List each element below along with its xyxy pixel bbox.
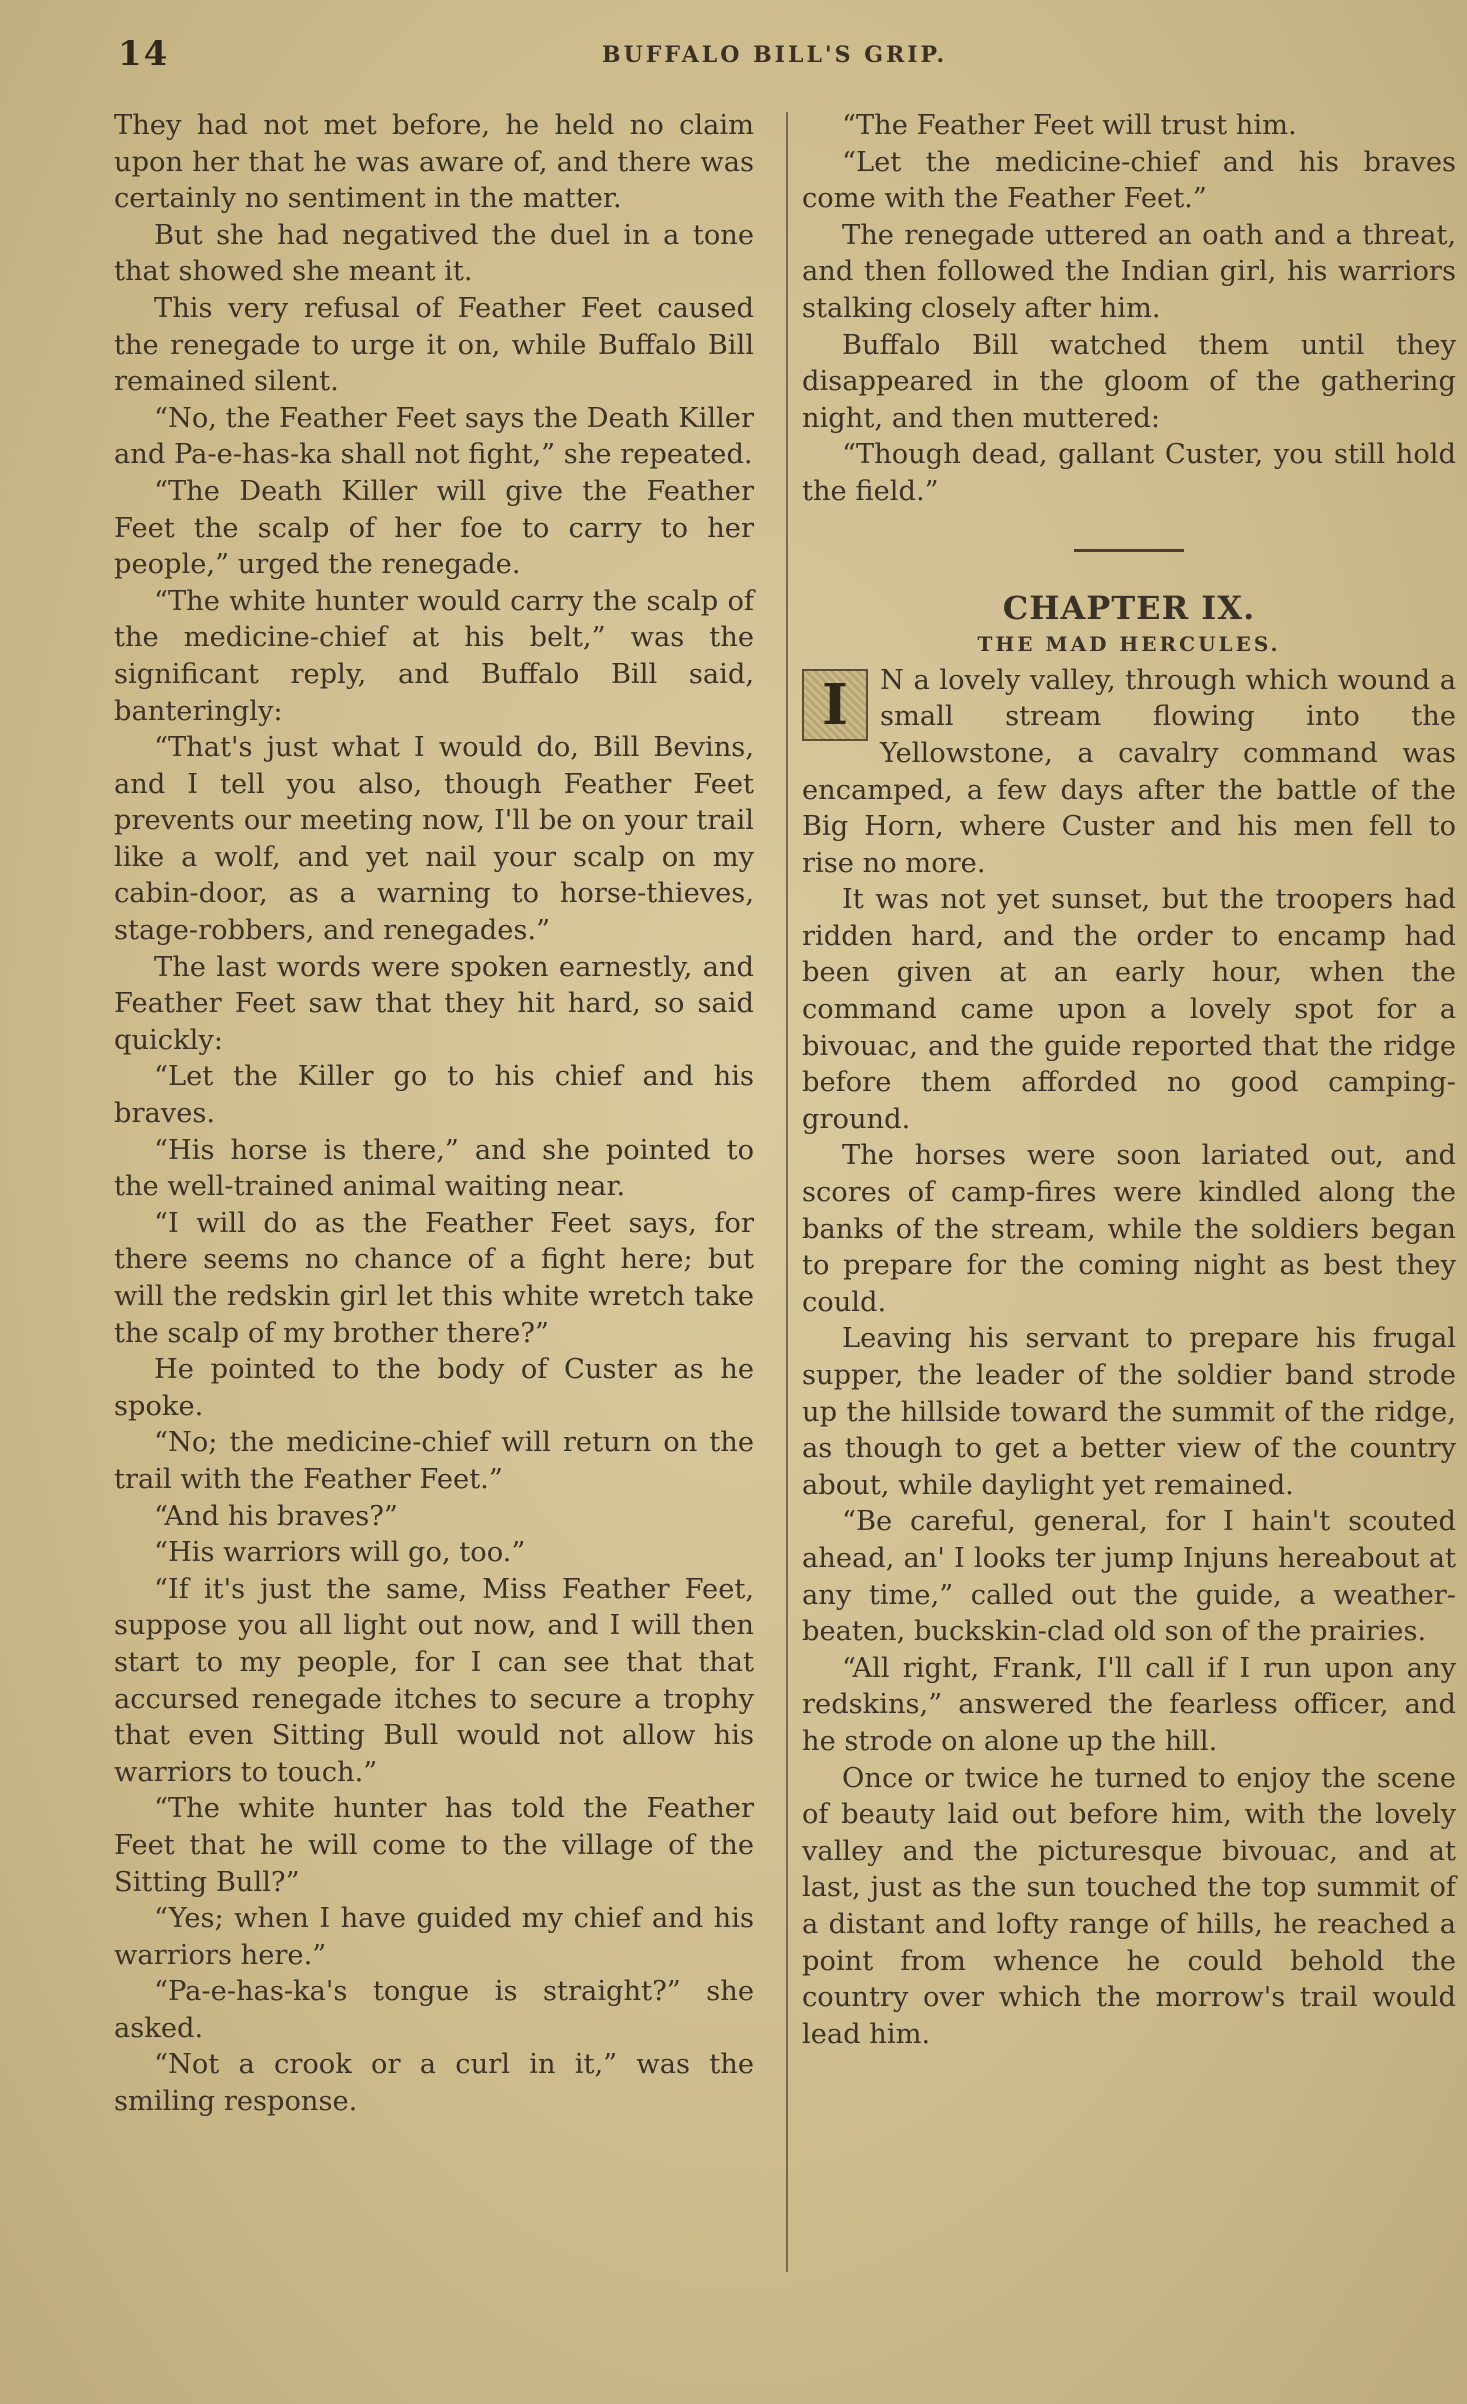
paragraph: But she had negatived the duel in a tone that showed she meant it. bbox=[114, 219, 754, 288]
paragraph: “The white hunter has told the Feather Feet that he will come to the village of the Sitting Bull?” bbox=[114, 1793, 754, 1898]
drop-cap-letter: I bbox=[821, 671, 849, 738]
paragraph: “The white hunter would carry the scalp of the medicine-chief at his belt,” was the significant reply, and Buffalo Bill said, banteringly: bbox=[114, 585, 754, 727]
section-rule bbox=[1074, 549, 1184, 552]
paragraph: “That's just what I would do, Bill Bevins, and I tell you also, though Feather Feet prevents our meeting now, I'll be on your trail like a wolf, and yet nail your scalp on my cabin-door, as a warning to horse-thieves, stage-robbers, and renegades.” bbox=[114, 732, 754, 947]
paragraph: “All right, Frank, I'll call if I run upon any redskins,” answered the fearless officer, and he strode on alone up the hill. bbox=[802, 1652, 1456, 1757]
paragraph: Buffalo Bill watched them until they disappeared in the gloom of the gathering night, and then muttered: bbox=[802, 329, 1456, 434]
drop-cap-initial bbox=[802, 669, 868, 741]
paragraph: Once or twice he turned to enjoy the scene of beauty laid out before him, with the lovely valley and the picturesque bivouac, and at last, just as the sun touched the top summit of a distant and lofty range of hills, he reached a point from whence he could behold the country over which the morrow's trail would lead him. bbox=[802, 1762, 1456, 2050]
paragraph: “No, the Feather Feet says the Death Killer and Pa-e-has-ka shall not fight,” she repeated. bbox=[114, 402, 754, 471]
column-divider bbox=[786, 112, 788, 2272]
paragraph: “Be careful, general, for I hain't scouted ahead, an' I looks ter jump Injuns hereabout at any time,” called out the guide, a weather-beaten, buckskin-clad old son of the prairies. bbox=[802, 1506, 1456, 1648]
page-header bbox=[112, 30, 1407, 76]
paragraph: This very refusal of Feather Feet caused the renegade to urge it on, while Buffalo Bill remained silent. bbox=[114, 292, 754, 398]
paragraph: “The Feather Feet will trust him. bbox=[842, 110, 1297, 141]
paragraph: “Let the medicine-chief and his braves come with the Feather Feet.” bbox=[802, 146, 1456, 215]
paragraph: “If it's just the same, Miss Feather Feet, suppose you all light out now, and I will then start to my people, for I can see that that accursed renegade itches to secure a trophy that even Sitting Bull would not allow his warriors to touch.” bbox=[114, 1573, 754, 1788]
paragraph: “Let the Killer go to his chief and his braves. bbox=[114, 1061, 754, 1130]
paragraph: The last words were spoken earnestly, and Feather Feet saw that they hit hard, so said quickly: bbox=[114, 951, 754, 1056]
paragraph: He pointed to the body of Custer as he spoke. bbox=[114, 1354, 754, 1422]
paragraph: Leaving his servant to prepare his frugal supper, the leader of the soldier band strode up the hillside toward the summit of the ridge, as though to get a better view of the country about, while daylight yet remained. bbox=[802, 1323, 1456, 1501]
paragraph: “Not a crook or a curl in it,” was the smiling response. bbox=[114, 2049, 754, 2118]
chapter-opening-paragraph bbox=[802, 663, 1456, 883]
left-column bbox=[114, 108, 754, 2121]
chapter-subtitle: THE MAD HERCULES. bbox=[977, 632, 1281, 657]
paragraph: The renegade uttered an oath and a threat, and then followed the Indian girl, his warriors stalking closely after him. bbox=[802, 219, 1456, 324]
paragraph: “His warriors will go, too.” bbox=[154, 1537, 526, 1569]
page-number: 14 bbox=[118, 34, 170, 74]
paragraph: “Though dead, gallant Custer, you still hold the field.” bbox=[802, 439, 1456, 507]
opening-text: N a lovely valley, through which wound a small stream flowing into the Yellowstone, a cavalry command was encamped, a few days after the battle of the Big Horn, where Custer and his men fell to rise no more. bbox=[802, 664, 1456, 879]
paragraph: “Pa-e-has-ka's tongue is straight?” she asked. bbox=[114, 1976, 754, 2044]
paragraph: The horses were soon lariated out, and scores of camp-fires were kindled along the banks of the stream, while the soldiers began to prepare for the coming night as best they could. bbox=[802, 1140, 1456, 1318]
paragraph: “No; the medicine-chief will return on the trail with the Feather Feet.” bbox=[114, 1427, 754, 1495]
paragraph: “Yes; when I have guided my chief and his warriors here.” bbox=[114, 1903, 754, 1971]
paragraph: They had not met before, he held no claim upon her that he was aware of, and there was certainly no sentiment in the matter. bbox=[114, 110, 754, 215]
running-title: BUFFALO BILL'S GRIP. bbox=[602, 42, 948, 68]
chapter-title: CHAPTER IX. bbox=[1002, 588, 1256, 627]
paragraph: It was not yet sunset, but the troopers had ridden hard, and the order to encamp had been given at an early hour, when the command came upon a lovely spot for a bivouac, and the guide reported that the ridge before them afforded no good camping-ground. bbox=[802, 884, 1456, 1135]
paragraph: “And his braves?” bbox=[154, 1500, 398, 1532]
paragraph: “I will do as the Feather Feet says, for there seems no chance of a fight here; but will the redskin girl let this white wretch take the scalp of my brother there?” bbox=[114, 1207, 754, 1349]
paragraph: “His horse is there,” and she pointed to the well-trained animal waiting near. bbox=[114, 1134, 754, 1203]
paragraph: “The Death Killer will give the Feather Feet the scalp of her foe to carry to her people,” urged the renegade. bbox=[114, 475, 754, 581]
right-column bbox=[802, 108, 1456, 2053]
